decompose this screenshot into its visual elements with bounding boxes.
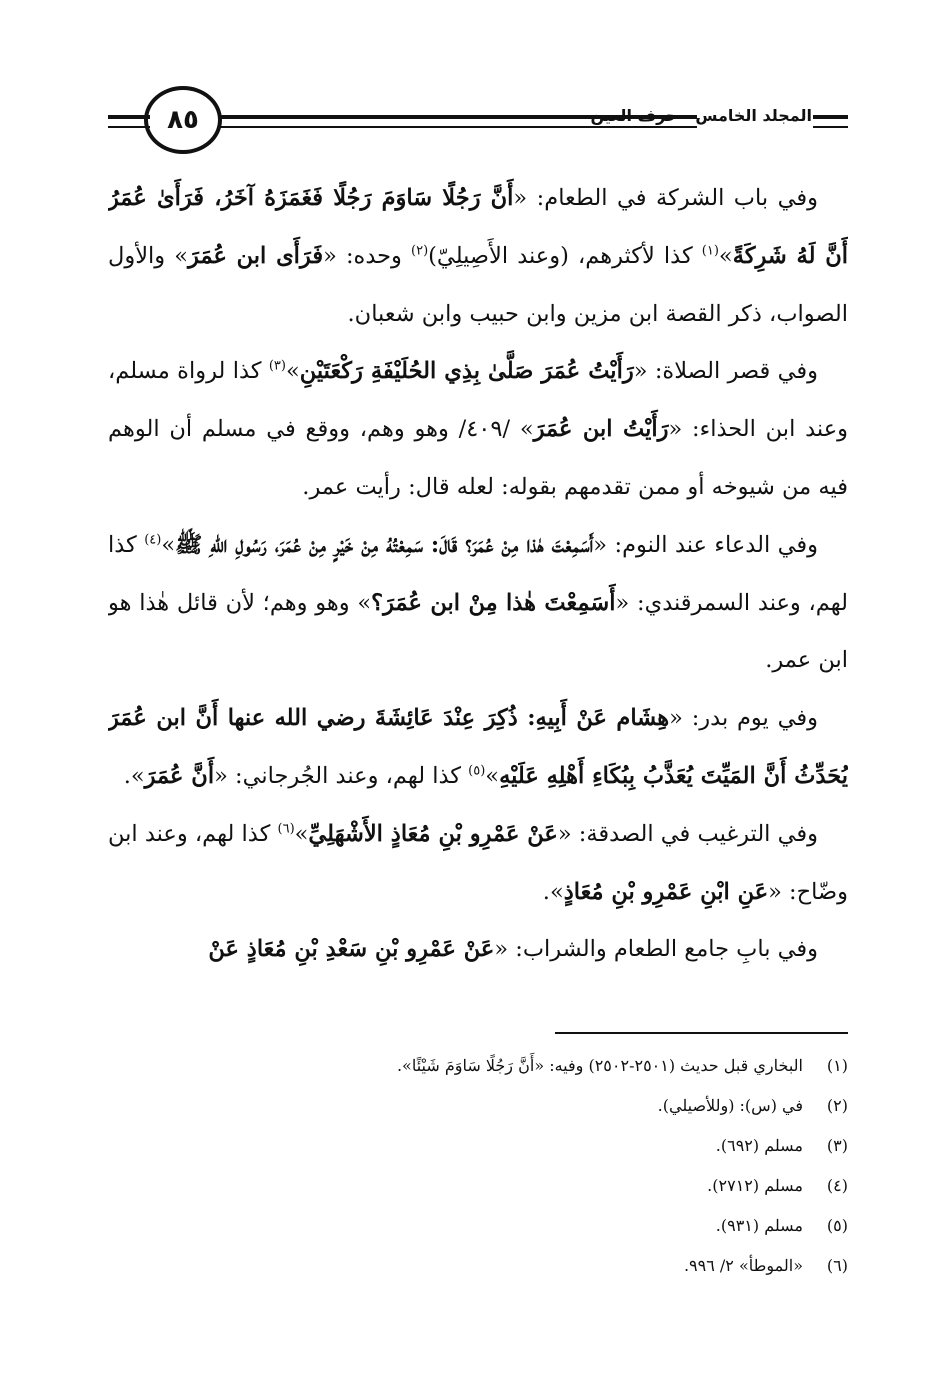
text-run: كذا لأكثرهم، (وعند الأَصِيلِيّ) bbox=[428, 242, 702, 269]
footnote-text: «الموطأ» ٢/ ٩٩٦. bbox=[683, 1256, 803, 1275]
footnote-ref-2: (٢) bbox=[411, 243, 429, 259]
text-run: وفي قصر الصلاة: « bbox=[633, 358, 818, 385]
text-run: وفي يوم بدر: « bbox=[669, 705, 818, 732]
text-run: ». bbox=[123, 762, 145, 789]
quoted-hadith: عَنْ عَمْرِو بْنِ مُعَاذٍ الأَشْهَلِيِّ bbox=[308, 820, 558, 847]
text-run: » bbox=[285, 358, 300, 385]
text-run: كذا لهم، وعند ابن وضّاح: « bbox=[108, 820, 848, 905]
quoted-hadith: أَنَّ رَجُلًا سَاوَمَ رَجُلًا فَغَمَزَهُ آخَرُ، فَرَأَىٰ عُمَرُ أَنَّ لَهُ شَرِكَةً bbox=[108, 185, 848, 269]
quoted-hadith: عَنْ عَمْرِو بْنِ سَعْدِ بْنِ مُعَاذٍ عَنْ bbox=[208, 936, 495, 963]
footnote-text: مسلم (٢٧١٢). bbox=[707, 1176, 803, 1195]
footnote-ref-6: (٦) bbox=[277, 821, 295, 837]
footnote-number: (٢) bbox=[826, 1096, 848, 1115]
footnote-text: مسلم (٦٩٢). bbox=[715, 1136, 803, 1155]
main-text bbox=[108, 170, 848, 1005]
text-run: كذا لهم، وعند السمرقندي: « bbox=[108, 531, 848, 616]
footnote-text: مسلم (٩٣١). bbox=[715, 1216, 803, 1235]
text-run: وحده: « bbox=[323, 242, 412, 269]
header-rule-right bbox=[813, 115, 848, 128]
quoted-hadith: أَسَمِعْتَ هٰذا مِنْ عُمَرَ؟ قَالَ: سَمِعْتُهُ مِنْ خَيْرٍ مِنْ عُمَرَ، رَسُولِ اللهِ ﷺ bbox=[175, 531, 594, 558]
footnote-number: (٥) bbox=[826, 1216, 848, 1235]
quoted-hadith: رَأَيْتُ عُمَرَ صَلَّىٰ بِذِي الحُلَيْفَةِ رَكْعَتَيْنِ bbox=[299, 358, 634, 385]
footnote-separator bbox=[555, 1032, 848, 1034]
footnote-item bbox=[108, 1246, 848, 1286]
quoted-hadith: هِشَام عَنْ أَبِيهِ: ذُكِرَ عِنْدَ عَائِشَةَ رضي الله عنها أَنَّ ابن عُمَرَ يُحَدِّثُ أَنَّ المَيِّتَ يُعَذَّبُ بِبُكَاءِ أَهْلِهِ عَلَيْهِ bbox=[108, 705, 848, 789]
footnote-item bbox=[108, 1206, 848, 1246]
paragraph-yawm-badr bbox=[108, 690, 848, 806]
text-run: » bbox=[485, 762, 500, 789]
paragraph-sharika bbox=[108, 170, 848, 343]
text-run: وفي بابِ جامع الطعام والشراب: « bbox=[494, 936, 818, 963]
text-run: وفي الدعاء عند النوم: « bbox=[593, 531, 818, 558]
footnote-item bbox=[108, 1046, 848, 1086]
quoted-variant: أَسَمِعْتَ هٰذا مِنْ ابن عُمَرَ؟ bbox=[371, 589, 616, 616]
text-run: كذا لهم، وعند الجُرجاني: « bbox=[214, 762, 469, 789]
footnote-ref-5: (٥) bbox=[468, 763, 486, 779]
footnote-text: البخاري قبل حديث (٢٥٠١-٢٥٠٢) وفيه: «أَنَّ رَجُلًا سَاوَمَ شَيْئًا». bbox=[396, 1056, 803, 1075]
text-run: » bbox=[718, 242, 733, 269]
page-number-circle bbox=[144, 86, 222, 154]
quoted-variant: أَنَّ عُمَرَ bbox=[144, 762, 215, 789]
running-title: المجلد الخامس - حرف العين bbox=[590, 106, 812, 125]
footnotes bbox=[108, 1046, 848, 1286]
text-run: » bbox=[161, 531, 176, 558]
footnote-text: في (س): (وللأصيلي). bbox=[657, 1096, 803, 1115]
footnote-number: (١) bbox=[826, 1056, 848, 1075]
footnote-item bbox=[108, 1166, 848, 1206]
footnote-number: (٣) bbox=[826, 1136, 848, 1155]
quoted-variant: فَرَأَى ابن عُمَرَ bbox=[188, 242, 324, 269]
footnote-number: (٦) bbox=[826, 1256, 848, 1275]
text-run: كذا لرواة مسلم، وعند ابن الحذاء: « bbox=[108, 358, 848, 443]
page-header bbox=[108, 86, 848, 156]
text-run: » والأول الصواب، ذكر القصة ابن مزين وابن حبيب وابن شعبان. bbox=[108, 242, 848, 327]
text-run: وفي الترغيب في الصدقة: « bbox=[557, 820, 818, 847]
text-run: » bbox=[294, 820, 309, 847]
paragraph-sadaqa bbox=[108, 806, 848, 922]
quoted-variant: رَأَيْتُ ابن عُمَرَ bbox=[533, 416, 669, 443]
footnote-item bbox=[108, 1126, 848, 1166]
quoted-variant: عَنِ ابْنِ عَمْرِو بْنِ مُعَاذٍ bbox=[563, 878, 769, 905]
text-run: » /٤٠٩/ وهو وهم، ووقع في مسلم أن الوهم فيه من شيوخه أو ممن تقدمهم بقوله: لعله قال: رأيت عمر. bbox=[108, 416, 848, 500]
footnote-item bbox=[108, 1086, 848, 1126]
text-run: ». bbox=[542, 878, 564, 905]
text-run: » وهو وهم؛ لأن قائل هٰذا هو ابن عمر. bbox=[108, 589, 848, 674]
paragraph-jami-taam bbox=[108, 921, 848, 979]
footnote-number: (٤) bbox=[826, 1176, 848, 1195]
paragraph-dua-nawm bbox=[108, 517, 848, 690]
text-run: وفي باب الشركة في الطعام: « bbox=[513, 185, 818, 211]
footnote-ref-4: (٤) bbox=[144, 532, 162, 548]
paragraph-qasr-salat bbox=[108, 343, 848, 516]
footnote-ref-3: (٣) bbox=[268, 358, 286, 374]
footnote-ref-1: (١) bbox=[701, 243, 719, 259]
page-number: ٨٥ bbox=[167, 105, 199, 135]
